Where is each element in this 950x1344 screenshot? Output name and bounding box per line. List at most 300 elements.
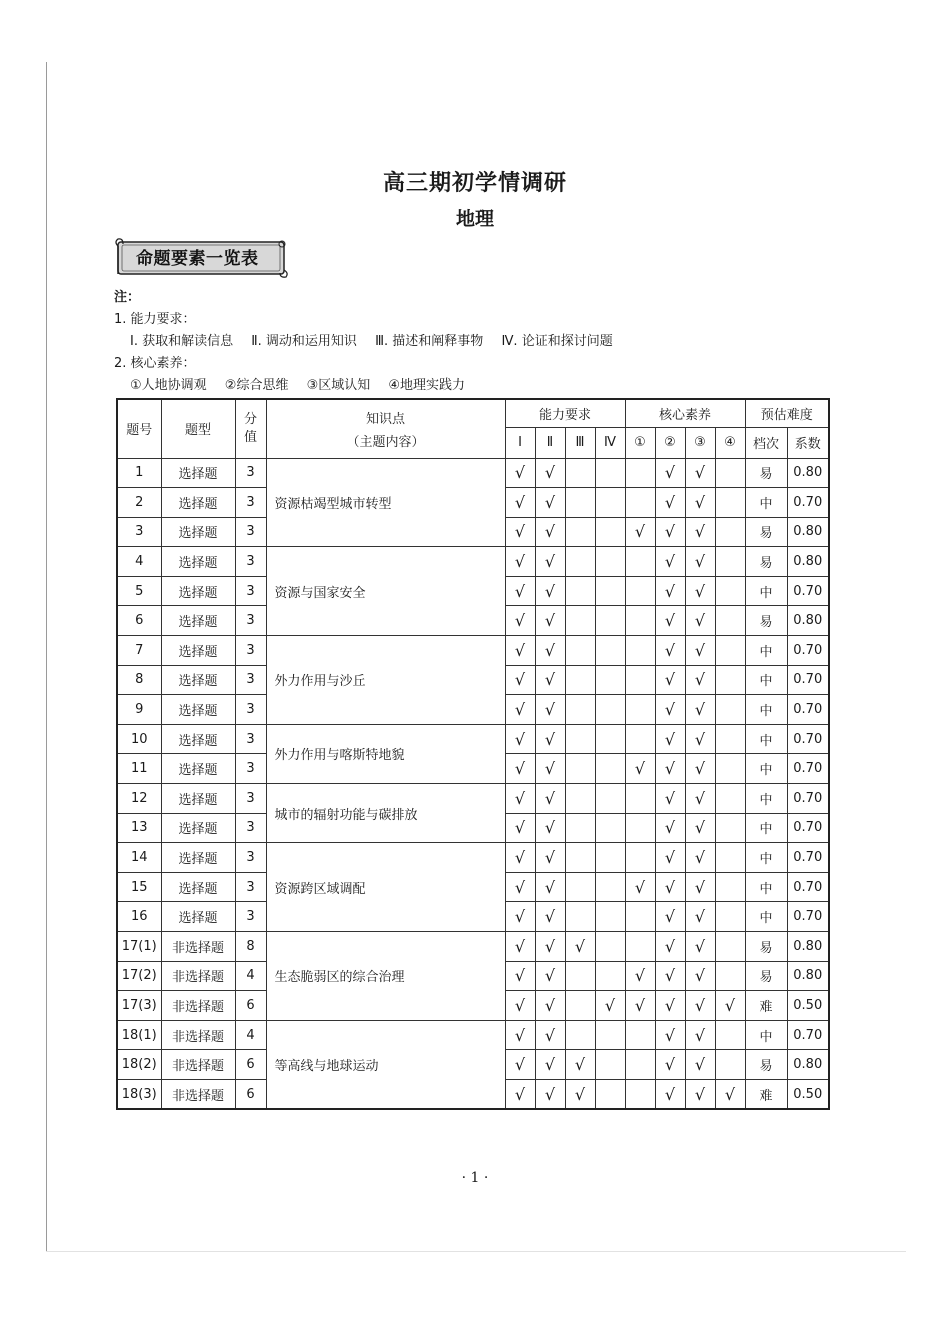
literacy-check bbox=[715, 636, 745, 666]
literacy-check: √ bbox=[685, 902, 715, 932]
question-score: 3 bbox=[235, 488, 266, 518]
page-number: · 1 · bbox=[461, 1170, 489, 1186]
ability-check bbox=[565, 458, 595, 488]
difficulty-coef: 0.50 bbox=[787, 1079, 829, 1109]
ability-check bbox=[595, 1079, 625, 1109]
difficulty-coef: 0.80 bbox=[787, 932, 829, 962]
question-score: 3 bbox=[235, 695, 266, 725]
difficulty-level: 中 bbox=[745, 872, 787, 902]
header-ability-col: Ⅳ bbox=[595, 427, 625, 458]
ability-check: √ bbox=[535, 724, 565, 754]
difficulty-coef: 0.70 bbox=[787, 695, 829, 725]
literacy-check bbox=[625, 813, 655, 843]
table-row bbox=[117, 784, 829, 814]
literacy-check: √ bbox=[685, 843, 715, 873]
literacy-check: √ bbox=[685, 754, 715, 784]
ability-check bbox=[595, 547, 625, 577]
ability-check: √ bbox=[535, 961, 565, 991]
literacy-check bbox=[715, 754, 745, 784]
literacy-check: √ bbox=[685, 1079, 715, 1109]
ability-check: √ bbox=[505, 606, 535, 636]
ability-check bbox=[595, 458, 625, 488]
topic-cell: 资源跨区域调配 bbox=[266, 843, 505, 932]
question-score: 6 bbox=[235, 991, 266, 1021]
header-topic-sub: （主题内容） bbox=[346, 434, 425, 450]
table-row bbox=[117, 843, 829, 873]
page-title: 高三期初学情调研 bbox=[382, 170, 567, 196]
ability-list bbox=[114, 331, 613, 353]
literacy-check: √ bbox=[685, 665, 715, 695]
ability-check bbox=[595, 576, 625, 606]
literacy-check bbox=[715, 872, 745, 902]
literacy-check: √ bbox=[655, 991, 685, 1021]
difficulty-coef: 0.80 bbox=[787, 547, 829, 577]
literacy-item: ④地理实践力 bbox=[388, 378, 466, 393]
difficulty-coef: 0.70 bbox=[787, 636, 829, 666]
header-score-text: 分值 bbox=[243, 411, 257, 445]
question-type: 选择题 bbox=[161, 724, 235, 754]
ability-check: √ bbox=[595, 991, 625, 1021]
question-number: 17(2) bbox=[117, 961, 161, 991]
literacy-check: √ bbox=[655, 695, 685, 725]
question-score: 3 bbox=[235, 784, 266, 814]
literacy-check: √ bbox=[685, 458, 715, 488]
literacy-check bbox=[715, 961, 745, 991]
ability-check: √ bbox=[505, 961, 535, 991]
literacy-check bbox=[625, 1079, 655, 1109]
question-number: 12 bbox=[117, 784, 161, 814]
ability-check bbox=[595, 636, 625, 666]
ability-item: Ⅱ. 调动和运用知识 bbox=[251, 334, 357, 349]
ability-check: √ bbox=[505, 1079, 535, 1109]
literacy-check: √ bbox=[655, 872, 685, 902]
literacy-check bbox=[625, 902, 655, 932]
difficulty-level: 中 bbox=[745, 488, 787, 518]
question-score: 3 bbox=[235, 547, 266, 577]
literacy-check: √ bbox=[655, 576, 685, 606]
difficulty-level: 易 bbox=[745, 517, 787, 547]
literacy-check: √ bbox=[685, 488, 715, 518]
difficulty-coef: 0.70 bbox=[787, 872, 829, 902]
literacy-check: √ bbox=[685, 784, 715, 814]
difficulty-coef: 0.70 bbox=[787, 576, 829, 606]
difficulty-level: 难 bbox=[745, 991, 787, 1021]
literacy-check: √ bbox=[685, 1020, 715, 1050]
literacy-check: √ bbox=[655, 665, 685, 695]
literacy-check: √ bbox=[655, 961, 685, 991]
question-number: 17(3) bbox=[117, 991, 161, 1021]
question-type: 选择题 bbox=[161, 606, 235, 636]
ability-check: √ bbox=[535, 813, 565, 843]
literacy-check bbox=[715, 547, 745, 577]
literacy-check: √ bbox=[715, 991, 745, 1021]
ability-check: √ bbox=[505, 665, 535, 695]
question-score: 6 bbox=[235, 1079, 266, 1109]
ability-check bbox=[565, 872, 595, 902]
literacy-check: √ bbox=[655, 458, 685, 488]
ability-item: Ⅳ. 论证和探讨问题 bbox=[501, 334, 613, 349]
difficulty-coef: 0.70 bbox=[787, 488, 829, 518]
difficulty-coef: 0.70 bbox=[787, 754, 829, 784]
question-type: 选择题 bbox=[161, 872, 235, 902]
question-number: 13 bbox=[117, 813, 161, 843]
literacy-check bbox=[715, 488, 745, 518]
ability-check bbox=[595, 843, 625, 873]
element-table bbox=[116, 398, 830, 1110]
left-margin-line bbox=[46, 62, 47, 1252]
literacy-check: √ bbox=[655, 1079, 685, 1109]
topic-cell: 资源枯竭型城市转型 bbox=[266, 458, 505, 547]
literacy-check: √ bbox=[685, 517, 715, 547]
question-score: 8 bbox=[235, 932, 266, 962]
question-score: 3 bbox=[235, 813, 266, 843]
question-type: 选择题 bbox=[161, 754, 235, 784]
ability-check bbox=[595, 517, 625, 547]
literacy-check: √ bbox=[685, 724, 715, 754]
question-score: 3 bbox=[235, 576, 266, 606]
literacy-check bbox=[625, 784, 655, 814]
difficulty-coef: 0.70 bbox=[787, 1020, 829, 1050]
ability-check bbox=[565, 606, 595, 636]
question-score: 3 bbox=[235, 872, 266, 902]
ability-check: √ bbox=[505, 991, 535, 1021]
ability-check bbox=[595, 813, 625, 843]
ability-check bbox=[565, 961, 595, 991]
literacy-check: √ bbox=[655, 636, 685, 666]
header-type: 题型 bbox=[161, 399, 235, 458]
header-literacy-col: ③ bbox=[685, 427, 715, 458]
literacy-check bbox=[625, 458, 655, 488]
literacy-check: √ bbox=[625, 754, 655, 784]
difficulty-coef: 0.50 bbox=[787, 991, 829, 1021]
ability-check bbox=[595, 695, 625, 725]
ability-check: √ bbox=[535, 754, 565, 784]
literacy-check: √ bbox=[685, 961, 715, 991]
literacy-check bbox=[625, 606, 655, 636]
ability-check: √ bbox=[535, 843, 565, 873]
table-header bbox=[117, 399, 829, 458]
question-number: 18(3) bbox=[117, 1079, 161, 1109]
question-number: 15 bbox=[117, 872, 161, 902]
header-topic-title: 知识点 bbox=[365, 411, 405, 427]
ability-check: √ bbox=[535, 784, 565, 814]
question-type: 选择题 bbox=[161, 695, 235, 725]
difficulty-level: 中 bbox=[745, 695, 787, 725]
ability-check: √ bbox=[535, 636, 565, 666]
ability-check bbox=[565, 665, 595, 695]
ability-check: √ bbox=[505, 695, 535, 725]
banner-label: 命题要素一览表 bbox=[136, 249, 259, 269]
difficulty-coef: 0.70 bbox=[787, 843, 829, 873]
question-type: 非选择题 bbox=[161, 1050, 235, 1080]
ability-check bbox=[565, 695, 595, 725]
ability-check: √ bbox=[535, 517, 565, 547]
ability-check: √ bbox=[505, 576, 535, 606]
difficulty-coef: 0.80 bbox=[787, 961, 829, 991]
ability-check: √ bbox=[505, 813, 535, 843]
difficulty-coef: 0.80 bbox=[787, 1050, 829, 1080]
topic-cell: 资源与国家安全 bbox=[266, 547, 505, 636]
question-type: 非选择题 bbox=[161, 932, 235, 962]
question-type: 非选择题 bbox=[161, 961, 235, 991]
question-score: 3 bbox=[235, 606, 266, 636]
literacy-check: √ bbox=[625, 961, 655, 991]
topic-cell: 外力作用与沙丘 bbox=[266, 636, 505, 725]
difficulty-level: 中 bbox=[745, 576, 787, 606]
literacy-check bbox=[715, 695, 745, 725]
literacy-check: √ bbox=[655, 932, 685, 962]
ability-check: √ bbox=[535, 902, 565, 932]
ability-check: √ bbox=[505, 754, 535, 784]
header-literacy: 核心素养 bbox=[625, 399, 745, 427]
difficulty-level: 中 bbox=[745, 902, 787, 932]
literacy-check: √ bbox=[685, 932, 715, 962]
ability-check bbox=[595, 872, 625, 902]
ability-check: √ bbox=[535, 1020, 565, 1050]
ability-check bbox=[565, 843, 595, 873]
question-type: 选择题 bbox=[161, 576, 235, 606]
header-literacy-col: ② bbox=[655, 427, 685, 458]
question-type: 选择题 bbox=[161, 517, 235, 547]
literacy-check: √ bbox=[655, 488, 685, 518]
literacy-check bbox=[715, 606, 745, 636]
question-type: 非选择题 bbox=[161, 1079, 235, 1109]
ability-check bbox=[565, 754, 595, 784]
question-type: 选择题 bbox=[161, 636, 235, 666]
literacy-item: ②综合思维 bbox=[224, 378, 289, 393]
literacy-check bbox=[625, 695, 655, 725]
question-score: 3 bbox=[235, 724, 266, 754]
literacy-check bbox=[715, 1020, 745, 1050]
header-literacy-col: ④ bbox=[715, 427, 745, 458]
question-number: 18(2) bbox=[117, 1050, 161, 1080]
ability-check bbox=[565, 488, 595, 518]
ability-check: √ bbox=[565, 1050, 595, 1080]
ability-check bbox=[595, 606, 625, 636]
ability-check: √ bbox=[505, 547, 535, 577]
question-number: 18(1) bbox=[117, 1020, 161, 1050]
table-row bbox=[117, 458, 829, 488]
literacy-check: √ bbox=[685, 813, 715, 843]
ability-check: √ bbox=[535, 932, 565, 962]
topic-cell: 外力作用与喀斯特地貌 bbox=[266, 724, 505, 783]
notes-label: 注： bbox=[114, 290, 141, 305]
literacy-check bbox=[715, 665, 745, 695]
difficulty-level: 中 bbox=[745, 843, 787, 873]
header-topic bbox=[266, 399, 505, 458]
question-type: 非选择题 bbox=[161, 1020, 235, 1050]
difficulty-coef: 0.70 bbox=[787, 813, 829, 843]
ability-check bbox=[595, 724, 625, 754]
ability-check bbox=[595, 961, 625, 991]
section-banner bbox=[114, 238, 290, 278]
ability-check: √ bbox=[535, 991, 565, 1021]
question-score: 3 bbox=[235, 458, 266, 488]
ability-check bbox=[565, 813, 595, 843]
ability-check bbox=[565, 902, 595, 932]
literacy-check bbox=[625, 1050, 655, 1080]
ability-check: √ bbox=[535, 606, 565, 636]
question-number: 1 bbox=[117, 458, 161, 488]
literacy-check: √ bbox=[685, 695, 715, 725]
difficulty-level: 易 bbox=[745, 606, 787, 636]
literacy-check: √ bbox=[685, 636, 715, 666]
literacy-check bbox=[715, 843, 745, 873]
difficulty-level: 中 bbox=[745, 754, 787, 784]
literacy-check bbox=[715, 517, 745, 547]
literacy-item: ③区域认知 bbox=[306, 378, 371, 393]
question-number: 3 bbox=[117, 517, 161, 547]
literacy-check: √ bbox=[655, 724, 685, 754]
literacy-check bbox=[625, 488, 655, 518]
ability-check: √ bbox=[505, 724, 535, 754]
header-ability-col: Ⅰ bbox=[505, 427, 535, 458]
literacy-check bbox=[715, 724, 745, 754]
question-number: 14 bbox=[117, 843, 161, 873]
ability-check bbox=[565, 517, 595, 547]
ability-check: √ bbox=[505, 458, 535, 488]
difficulty-level: 中 bbox=[745, 784, 787, 814]
question-score: 3 bbox=[235, 902, 266, 932]
difficulty-coef: 0.80 bbox=[787, 458, 829, 488]
ability-check bbox=[565, 784, 595, 814]
topic-cell: 等高线与地球运动 bbox=[266, 1020, 505, 1109]
literacy-check bbox=[625, 665, 655, 695]
literacy-item: ①人地协调观 bbox=[130, 378, 207, 393]
literacy-check bbox=[625, 1020, 655, 1050]
question-score: 3 bbox=[235, 843, 266, 873]
ability-check bbox=[595, 1020, 625, 1050]
question-number: 16 bbox=[117, 902, 161, 932]
difficulty-coef: 0.70 bbox=[787, 724, 829, 754]
difficulty-coef: 0.80 bbox=[787, 517, 829, 547]
literacy-check bbox=[715, 932, 745, 962]
difficulty-level: 中 bbox=[745, 813, 787, 843]
question-score: 4 bbox=[235, 961, 266, 991]
difficulty-level: 易 bbox=[745, 1050, 787, 1080]
question-type: 选择题 bbox=[161, 902, 235, 932]
difficulty-coef: 0.70 bbox=[787, 902, 829, 932]
difficulty-coef: 0.70 bbox=[787, 784, 829, 814]
literacy-check: √ bbox=[655, 813, 685, 843]
question-score: 4 bbox=[235, 1020, 266, 1050]
question-number: 9 bbox=[117, 695, 161, 725]
question-number: 2 bbox=[117, 488, 161, 518]
literacy-check: √ bbox=[625, 872, 655, 902]
difficulty-level: 难 bbox=[745, 1079, 787, 1109]
literacy-check: √ bbox=[625, 517, 655, 547]
literacy-check: √ bbox=[655, 1050, 685, 1080]
ability-item: Ⅰ. 获取和解读信息 bbox=[130, 334, 234, 349]
literacy-check bbox=[715, 576, 745, 606]
literacy-check bbox=[625, 843, 655, 873]
header-score bbox=[235, 399, 266, 458]
difficulty-level: 易 bbox=[745, 458, 787, 488]
question-type: 选择题 bbox=[161, 784, 235, 814]
literacy-check: √ bbox=[655, 1020, 685, 1050]
difficulty-level: 中 bbox=[745, 665, 787, 695]
difficulty-level: 易 bbox=[745, 547, 787, 577]
literacy-check bbox=[625, 932, 655, 962]
literacy-check bbox=[625, 576, 655, 606]
difficulty-level: 中 bbox=[745, 636, 787, 666]
question-type: 选择题 bbox=[161, 813, 235, 843]
table-row bbox=[117, 547, 829, 577]
question-type: 选择题 bbox=[161, 458, 235, 488]
notes-section bbox=[114, 287, 613, 397]
question-type: 选择题 bbox=[161, 843, 235, 873]
difficulty-level: 中 bbox=[745, 724, 787, 754]
ability-check bbox=[565, 636, 595, 666]
literacy-list bbox=[114, 375, 613, 397]
ability-check bbox=[565, 1020, 595, 1050]
ability-item: Ⅲ. 描述和阐释事物 bbox=[375, 334, 484, 349]
ability-check: √ bbox=[565, 932, 595, 962]
ability-check bbox=[565, 576, 595, 606]
ability-check: √ bbox=[505, 1020, 535, 1050]
question-score: 3 bbox=[235, 754, 266, 784]
header-num: 题号 bbox=[117, 399, 161, 458]
ability-check: √ bbox=[505, 1050, 535, 1080]
header-literacy-col: ① bbox=[625, 427, 655, 458]
ability-check bbox=[595, 754, 625, 784]
literacy-check: √ bbox=[655, 754, 685, 784]
bottom-edge-line bbox=[46, 1251, 906, 1252]
literacy-check: √ bbox=[655, 606, 685, 636]
literacy-check: √ bbox=[685, 991, 715, 1021]
question-type: 选择题 bbox=[161, 547, 235, 577]
literacy-check: √ bbox=[655, 547, 685, 577]
ability-check: √ bbox=[505, 902, 535, 932]
ability-check bbox=[595, 784, 625, 814]
literacy-title: 2. 核心素养： bbox=[114, 356, 196, 371]
ability-check: √ bbox=[535, 547, 565, 577]
ability-check bbox=[595, 902, 625, 932]
page-subtitle: 地理 bbox=[455, 208, 494, 230]
table-row bbox=[117, 636, 829, 666]
literacy-check: √ bbox=[685, 606, 715, 636]
ability-check: √ bbox=[535, 488, 565, 518]
header-ability: 能力要求 bbox=[505, 399, 625, 427]
ability-check: √ bbox=[505, 872, 535, 902]
header-level: 档次 bbox=[745, 427, 787, 458]
ability-check: √ bbox=[535, 576, 565, 606]
ability-check: √ bbox=[505, 843, 535, 873]
literacy-check: √ bbox=[715, 1079, 745, 1109]
ability-check bbox=[595, 488, 625, 518]
ability-check bbox=[565, 724, 595, 754]
table-row bbox=[117, 1020, 829, 1050]
literacy-check bbox=[625, 636, 655, 666]
ability-check: √ bbox=[565, 1079, 595, 1109]
ability-check: √ bbox=[535, 1079, 565, 1109]
ability-check: √ bbox=[505, 488, 535, 518]
question-score: 3 bbox=[235, 517, 266, 547]
ability-check bbox=[595, 1050, 625, 1080]
literacy-check bbox=[715, 784, 745, 814]
header-ability-col: Ⅱ bbox=[535, 427, 565, 458]
question-number: 8 bbox=[117, 665, 161, 695]
literacy-check bbox=[715, 813, 745, 843]
ability-check: √ bbox=[505, 517, 535, 547]
ability-check: √ bbox=[505, 932, 535, 962]
ability-check bbox=[595, 932, 625, 962]
literacy-check: √ bbox=[685, 872, 715, 902]
literacy-check: √ bbox=[655, 843, 685, 873]
ability-check: √ bbox=[505, 636, 535, 666]
ability-check: √ bbox=[535, 665, 565, 695]
literacy-check: √ bbox=[655, 784, 685, 814]
